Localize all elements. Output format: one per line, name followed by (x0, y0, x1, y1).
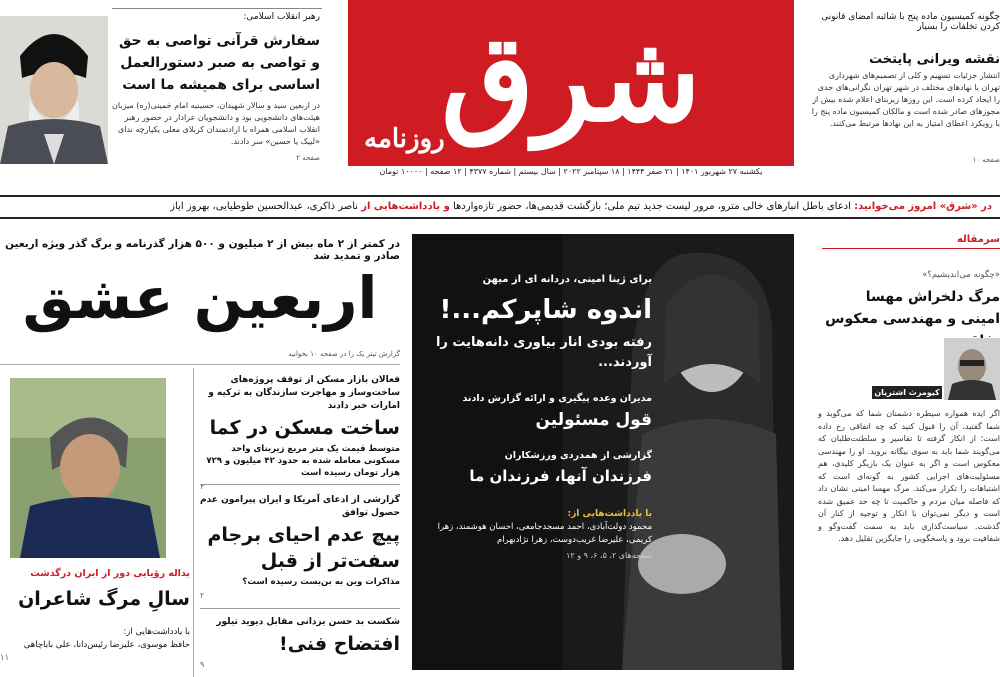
leader-kicker: رهبر انقلاب اسلامی: (243, 12, 320, 22)
leader-photo (0, 16, 108, 164)
mid-item (200, 494, 400, 600)
poet-photo (10, 378, 166, 558)
hero-notes: محمود دولت‌آبادی، احمد مسجدجامعی، احسان هوشمند، زهرا کریمی، علیرضا غریب‌دوست، زهرا نژادبهرام (437, 522, 652, 545)
section-label: سرمقاله (822, 234, 1000, 249)
hero-block (412, 234, 794, 670)
story-byline (0, 626, 190, 665)
mid-kicker: گزارشی از ادعای آمریکا و ایران پیرامون عدم حصول توافق (200, 495, 400, 518)
tr-body: انتشار جزئیات تسهیم و کلی از تصمیم‌های شهرداری تهران با نهادهای مختلف در شهر تهران نگرانی‌های جدی را ایجاد کرده است. این روزها زیربنای اعلام شده بیش از مجوزهای صادر شده است و مالکان کمیسیون ماده پنج را با رویکرد اعطای امتیاز به این نهادها مرتبط می‌کنند. (811, 71, 1000, 128)
masthead (348, 0, 794, 166)
tr-page-ref: صفحه ۱۰ (972, 156, 1000, 164)
page-num: ۲ (200, 591, 205, 600)
logo: شرق (441, 8, 701, 149)
hero-sub: رفته بودی انار بیاوری دانه‌هایت را آوردند... (435, 335, 652, 370)
hero-pages: صفحه‌های ۲، ۵، ۶، ۹ و ۱۲ (566, 551, 652, 560)
ticker-bar (0, 195, 1000, 219)
mid-title: پیچ عدم احیای برجام سفت‌تر از قبل (207, 524, 400, 572)
dateline: یکشنبه ۲۷ شهریور ۱۴۰۱ | ۲۱ صفر ۱۴۴۴ | ۱۸ سپتامبر ۲۰۲۲ | سال بیستم | شماره ۴۳۷۷ | ۱۲ صفحه | ۱۰۰۰۰ تومان (379, 167, 763, 176)
hero-kicker: برای ژینا امینی، دردانه ای از میهن (482, 274, 652, 285)
hero-item3-kicker: گزارشی از همدردی ورزشکاران (504, 450, 652, 461)
mid-sub: مذاکرات وین به بن‌بست رسیده است؟ (242, 577, 400, 587)
logo-subtitle: روزنامه (364, 124, 445, 154)
mid-title: افتضاح فنی! (279, 633, 400, 655)
page-num: ۴ (200, 482, 205, 491)
rule (112, 8, 322, 9)
ticker-text2: ناصر ذاکری، عبدالحسین طوطیایی، بهروز ایاز (170, 201, 359, 212)
story-kicker (0, 568, 190, 579)
hero-item3-title: فرزندان آنها، فرزندان ما (469, 467, 652, 485)
story-title: سالِ مرگ شاعران (18, 588, 190, 610)
leader-headline: سفارش قرآنی تواصی به حق و تواصی به صبر دستورالعمل اساسی برای همیشه ما است (118, 33, 320, 93)
story-kicker-text: یداله رؤیایی دور از ایران درگذشت (30, 568, 190, 579)
editorial-body: اگر ایده همواره سیطره دشمنان شما که می‌گوید و شما گفتید، آن را قبول کنید که چه اتفاقی رخ داده است؛ از انکار گرفته تا تفاسیر و سلطنت‌طلبان که می‌گویند شما باید به سوی بیگانه بروید. او را مهندسی معکوس است و اگر به عنوان یک بازیگر کلیدی، هم مسئولیت‌های اجرایی کشور به گونه‌ای است که اشتباهات را تکرار می‌کند. مرگ مهسا امینی نشان داد که فاصله میان مردم و حاکمیت تا چه حد عمیق شده است و دیگر نمی‌توان با انکار و توجیه از کنار آن گذشت. سیاست‌گذاری باید به سمت گفت‌وگو و شفافیت برود و پاسخگویی را جایگزین تقلیل دهد. (818, 409, 1000, 543)
hero-title: اندوه شاپرکم...! (439, 295, 652, 325)
mid-kicker: فعالان بازار مسکن از توقف پروژه‌های ساخت‌وساز و مهاجرت سازندگان به ترکیه و امارات خبر دادند (208, 375, 400, 411)
byline-label: با یادداشت‌هایی از: (123, 627, 190, 637)
author-name: کیومرث اشتریان (872, 386, 942, 399)
mid-title: ساخت مسکن در کما (209, 417, 400, 439)
lead-kicker: در کمتر از ۲ ماه بیش از ۲ میلیون و ۵۰۰ هزار گذرنامه و برگ گذر ویژه اربعین صادر و تمدید شد (5, 238, 400, 262)
hero-item2-title: قول مسئولین (535, 410, 652, 430)
editorial-headline: مرگ دلخراش مهسا امینی و مهندسی معکوس (825, 289, 1000, 327)
mid-kicker: شکست بد حسن یزدانی مقابل دیوید تیلور (216, 617, 400, 627)
hero-text (422, 234, 652, 560)
page-num: ۱۱ (0, 653, 10, 663)
ticker-text: ادعای باطل انبارهای خالی مترو، مرور لیست جدید تیم ملی؛ بازگشت قدیمی‌ها، حضور تازه‌واردها (452, 201, 851, 212)
page-num: ۹ (200, 660, 205, 669)
leader-body: در اربعین سید و سالار شهیدان، حسینیه امام خمینی(ره) میزبان هیئت‌های دانشجویی بود و دانشجویان عزادار در حضور رهبر انقلاب اسلامی همراه با ارادتمندان کربلای معلی یکپارچه ندای «لبیک یا حسین» سر دادند. (112, 101, 320, 146)
ticker-tag2: و یادداشت‌هایی از (361, 201, 450, 212)
column-divider (193, 368, 194, 677)
rule (0, 364, 400, 365)
lead-caption: گزارش تیتر یک را در صفحه ۱۰ بخوانید (288, 350, 400, 358)
ticker-tag: در «شرق» امروز می‌خوانید: (854, 201, 992, 212)
mid-item (200, 616, 400, 669)
tr-kicker: چگونه کمیسیون ماده پنج با شائبه امضای قانونی کردن تخلفات را بسیار (821, 12, 1000, 32)
byline-names: حافظ موسوی، علیرضا رئیس‌دانا، علی باباچاهی (23, 640, 190, 650)
hero-item2-kicker: مدیران وعده پیگیری و ارائه گزارش دادند (462, 393, 652, 404)
hero-notes-label: با یادداشت‌هایی از: (567, 509, 652, 519)
lead-title: اربعین عشق (22, 264, 378, 332)
rule (200, 608, 400, 609)
page-ref: صفحه ۲ (296, 154, 320, 162)
editorial-question: «چگونه می‌اندیشیم؟» (922, 270, 1000, 280)
rule (200, 484, 400, 485)
author-photo (944, 338, 1000, 400)
mid-item (200, 374, 400, 491)
tr-headline: نقشه ویرانی پایتخت (868, 52, 1000, 67)
mid-sub: متوسط قیمت یک متر مربع زیربنای واحد مسکونی معامله شده به حدود ۴۲ میلیون و ۷۲۹ هزار تومان رسیده است (206, 444, 400, 478)
